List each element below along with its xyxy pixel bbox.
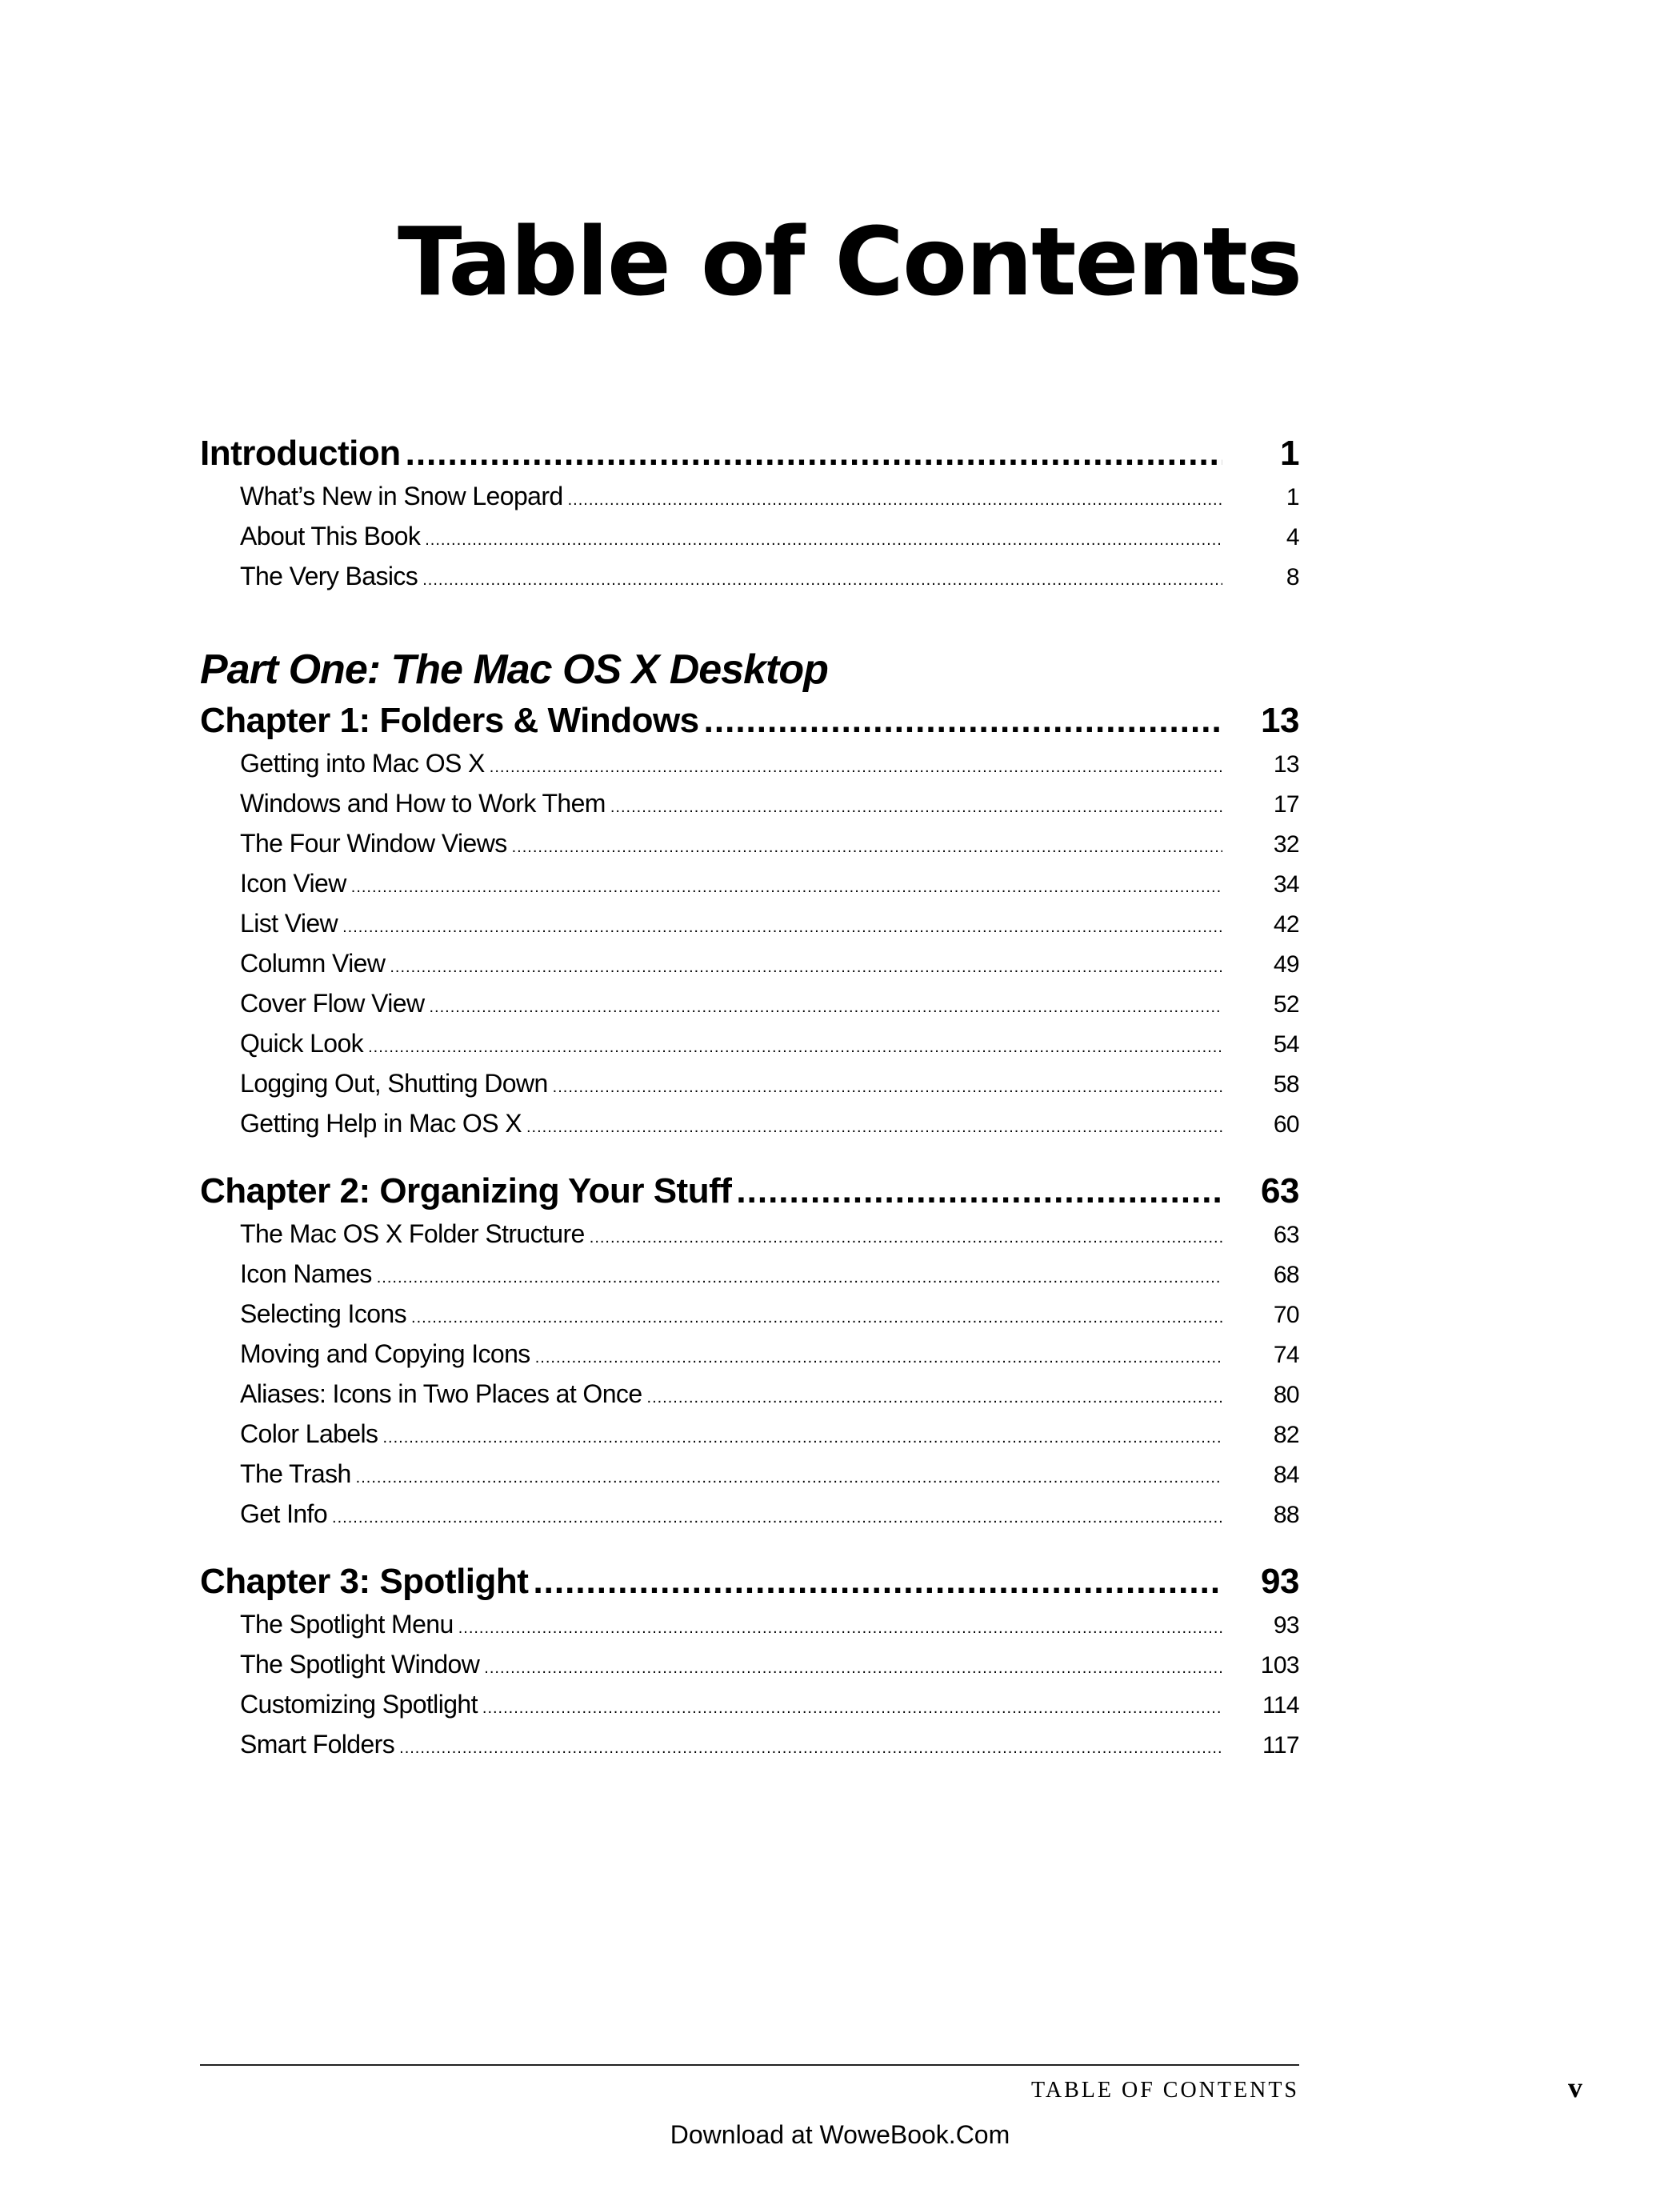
entry-title: Icon View bbox=[240, 869, 346, 898]
toc-section-entry[interactable] bbox=[200, 989, 1299, 1029]
dot-leader bbox=[647, 1389, 1222, 1407]
entry-title: Chapter 2: Organizing Your Stuff bbox=[200, 1171, 732, 1211]
toc-chapter-entry[interactable] bbox=[200, 1171, 1299, 1219]
toc-section-entry[interactable] bbox=[200, 1499, 1299, 1539]
entry-title: Moving and Copying Icons bbox=[240, 1339, 530, 1368]
entry-page: 88 bbox=[1273, 1502, 1299, 1528]
entry-title: Introduction bbox=[200, 434, 401, 473]
entry-page: 82 bbox=[1273, 1422, 1299, 1448]
entry-title: Logging Out, Shutting Down bbox=[240, 1069, 548, 1098]
entry-title: Column View bbox=[240, 949, 386, 978]
entry-title: Aliases: Icons in Two Places at Once bbox=[240, 1379, 642, 1408]
dot-leader bbox=[411, 1309, 1222, 1327]
toc-section-entry[interactable] bbox=[200, 1069, 1299, 1109]
toc-chapter-entry[interactable] bbox=[200, 1562, 1299, 1610]
entry-page: 114 bbox=[1262, 1692, 1299, 1719]
entry-page: 49 bbox=[1273, 951, 1299, 978]
toc-section-entry[interactable] bbox=[200, 562, 1299, 602]
entry-page: 34 bbox=[1273, 871, 1299, 898]
entry-title: The Very Basics bbox=[240, 562, 418, 590]
entry-title: The Trash bbox=[240, 1459, 351, 1488]
entry-title: Smart Folders bbox=[240, 1730, 395, 1759]
entry-title: The Mac OS X Folder Structure bbox=[240, 1219, 585, 1248]
entry-page: 80 bbox=[1273, 1382, 1299, 1408]
entry-title: Quick Look bbox=[240, 1029, 364, 1058]
toc-section-entry[interactable] bbox=[200, 1379, 1299, 1419]
entry-page: 8 bbox=[1286, 564, 1299, 590]
toc-section-entry[interactable] bbox=[200, 1419, 1299, 1459]
dot-leader bbox=[704, 701, 1222, 741]
entry-title: Cover Flow View bbox=[240, 989, 425, 1018]
dot-leader bbox=[368, 1038, 1222, 1057]
entry-page: 68 bbox=[1273, 1262, 1299, 1288]
entry-page: 84 bbox=[1273, 1462, 1299, 1488]
entry-page: 32 bbox=[1273, 831, 1299, 858]
entry-title: What’s New in Snow Leopard bbox=[240, 482, 563, 510]
entry-title: The Spotlight Menu bbox=[240, 1610, 454, 1639]
chapter-block bbox=[200, 1562, 1299, 1770]
table-of-contents bbox=[200, 434, 1299, 1792]
entry-page: 70 bbox=[1273, 1302, 1299, 1328]
part-heading: Part One: The Mac OS X Desktop bbox=[200, 646, 828, 693]
toc-section-entry[interactable] bbox=[200, 749, 1299, 789]
dot-leader bbox=[382, 1429, 1222, 1447]
dot-leader bbox=[553, 1078, 1222, 1097]
toc-section-entry[interactable] bbox=[200, 522, 1299, 562]
toc-section-entry[interactable] bbox=[200, 1339, 1299, 1379]
chapter-block bbox=[200, 1171, 1299, 1539]
entry-page: 1 bbox=[1280, 434, 1299, 473]
toc-section-entry[interactable] bbox=[200, 1109, 1299, 1149]
dot-leader bbox=[526, 1119, 1222, 1137]
dot-leader bbox=[535, 1349, 1222, 1367]
toc-section-entry[interactable] bbox=[200, 1299, 1299, 1339]
dot-leader bbox=[377, 1269, 1222, 1287]
intro-entry[interactable] bbox=[200, 434, 1299, 482]
download-note[interactable]: Download at WoweBook.Com bbox=[670, 2120, 1010, 2149]
entry-title: The Spotlight Window bbox=[240, 1650, 480, 1679]
entry-page: 13 bbox=[1261, 701, 1299, 740]
part-block bbox=[200, 638, 1299, 701]
entry-page: 63 bbox=[1261, 1171, 1299, 1211]
running-head: TABLE OF CONTENTS bbox=[1031, 2078, 1299, 2103]
entry-title: Selecting Icons bbox=[240, 1299, 407, 1328]
entry-page: 103 bbox=[1260, 1652, 1299, 1679]
entry-page: 1 bbox=[1286, 484, 1299, 510]
entry-title: List View bbox=[240, 909, 338, 938]
entry-title: The Four Window Views bbox=[240, 829, 507, 858]
dot-leader bbox=[351, 878, 1222, 897]
chapter-block bbox=[200, 701, 1299, 1149]
entry-title: Icon Names bbox=[240, 1259, 372, 1288]
entry-page: 93 bbox=[1273, 1612, 1299, 1639]
toc-section-entry[interactable] bbox=[200, 869, 1299, 909]
entry-title: Getting into Mac OS X bbox=[240, 749, 485, 778]
dot-leader bbox=[590, 1229, 1222, 1247]
dot-leader bbox=[568, 491, 1222, 510]
dot-leader bbox=[533, 1562, 1222, 1602]
entry-page: 63 bbox=[1273, 1222, 1299, 1248]
dot-leader bbox=[342, 918, 1222, 937]
dot-leader bbox=[422, 571, 1222, 590]
dot-leader bbox=[610, 798, 1222, 817]
entry-page: 74 bbox=[1273, 1342, 1299, 1368]
dot-leader bbox=[425, 531, 1222, 550]
entry-page: 17 bbox=[1273, 791, 1299, 818]
entry-page: 52 bbox=[1273, 991, 1299, 1018]
dot-leader bbox=[332, 1509, 1222, 1527]
dot-leader bbox=[490, 758, 1222, 777]
dot-leader bbox=[390, 958, 1222, 977]
toc-chapter-entry[interactable] bbox=[200, 701, 1299, 749]
dot-leader bbox=[430, 998, 1223, 1017]
dot-leader bbox=[484, 1659, 1222, 1678]
dot-leader bbox=[399, 1739, 1222, 1758]
footer-rule bbox=[200, 2064, 1299, 2066]
toc-section-entry[interactable] bbox=[200, 1259, 1299, 1299]
entry-title: Windows and How to Work Them bbox=[240, 789, 606, 818]
dot-leader bbox=[482, 1699, 1222, 1718]
toc-section-entry[interactable] bbox=[200, 949, 1299, 989]
toc-section-entry[interactable] bbox=[200, 1690, 1299, 1730]
page-title: Table of Contents bbox=[398, 206, 1302, 317]
entry-title: Chapter 1: Folders & Windows bbox=[200, 701, 699, 740]
entry-title: Getting Help in Mac OS X bbox=[240, 1109, 522, 1138]
toc-section-entry[interactable] bbox=[200, 1029, 1299, 1069]
toc-section-entry[interactable] bbox=[200, 1459, 1299, 1499]
toc-section-entry[interactable] bbox=[200, 909, 1299, 949]
intro-block bbox=[200, 434, 1299, 602]
toc-section-entry[interactable] bbox=[200, 789, 1299, 829]
entry-page: 93 bbox=[1261, 1562, 1299, 1601]
entry-title: Color Labels bbox=[240, 1419, 378, 1448]
toc-section-entry[interactable] bbox=[200, 1219, 1299, 1259]
entry-title: Customizing Spotlight bbox=[240, 1690, 478, 1719]
entry-page: 58 bbox=[1273, 1071, 1299, 1098]
page-number: v bbox=[1568, 2071, 1582, 2103]
entry-page: 117 bbox=[1262, 1732, 1299, 1759]
entry-page: 13 bbox=[1273, 751, 1299, 778]
entry-page: 60 bbox=[1273, 1111, 1299, 1138]
dot-leader bbox=[512, 838, 1222, 857]
dot-leader bbox=[458, 1619, 1222, 1638]
toc-section-entry[interactable] bbox=[200, 1730, 1299, 1770]
toc-section-entry[interactable] bbox=[200, 829, 1299, 869]
entry-page: 54 bbox=[1273, 1031, 1299, 1058]
toc-section-entry[interactable] bbox=[200, 1610, 1299, 1650]
dot-leader bbox=[406, 434, 1222, 474]
entry-page: 42 bbox=[1273, 911, 1299, 938]
toc-section-entry[interactable] bbox=[200, 482, 1299, 522]
entry-title: Get Info bbox=[240, 1499, 328, 1528]
entry-title: Chapter 3: Spotlight bbox=[200, 1562, 529, 1601]
dot-leader bbox=[736, 1171, 1222, 1211]
toc-section-entry[interactable] bbox=[200, 1650, 1299, 1690]
entry-page: 4 bbox=[1286, 524, 1299, 550]
entry-title: About This Book bbox=[240, 522, 421, 550]
dot-leader bbox=[356, 1469, 1222, 1487]
